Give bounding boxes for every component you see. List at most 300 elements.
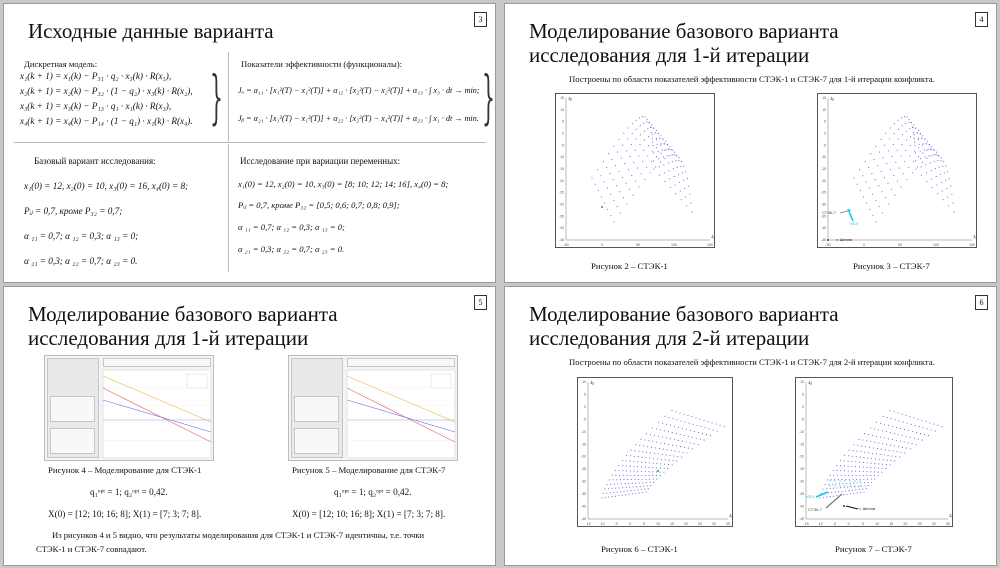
data-point [856, 451, 857, 452]
data-point [705, 427, 706, 428]
data-point [906, 117, 907, 118]
data-point [891, 418, 892, 419]
data-point [862, 489, 863, 490]
data-point [667, 144, 668, 145]
y-tick-label: -15 [821, 167, 826, 171]
data-point [920, 151, 921, 152]
system-brace: } [209, 63, 223, 131]
x-tick-label: 100 [671, 243, 677, 247]
x-tick-label: -5 [832, 522, 837, 526]
data-point [656, 428, 657, 429]
data-point [638, 155, 639, 156]
data-point [618, 495, 619, 496]
data-point [864, 482, 865, 483]
data-point [666, 424, 667, 425]
y-tick-label: -10 [559, 155, 564, 160]
data-point [648, 440, 649, 441]
data-point [668, 149, 669, 150]
data-point [861, 486, 862, 487]
data-point [894, 445, 895, 446]
data-point [650, 482, 651, 483]
data-point [644, 117, 645, 118]
data-point [902, 447, 903, 448]
x-tick-label: 150 [707, 243, 713, 247]
data-point [650, 452, 651, 453]
data-point [870, 475, 871, 476]
data-point [615, 470, 616, 471]
data-point [645, 467, 646, 468]
data-point [630, 490, 631, 491]
data-point [603, 493, 604, 494]
data-point [686, 452, 687, 453]
data-point [836, 470, 837, 471]
data-point [921, 175, 922, 176]
slide-title-line-2: исследования для 2-й итерации [529, 326, 810, 350]
x-tick-label: 5 [861, 522, 864, 526]
data-point [953, 212, 954, 213]
figure-6-plot [578, 378, 734, 528]
data-point [902, 125, 903, 126]
data-point [863, 462, 864, 463]
data-point [840, 460, 841, 461]
data-point [892, 426, 893, 427]
data-point [944, 172, 945, 173]
slide-title-line-2: исследования для 1-й итерации [529, 43, 810, 67]
data-point [926, 172, 927, 173]
data-point [852, 490, 853, 491]
data-point [865, 446, 866, 447]
data-point [910, 145, 911, 146]
x-tick-label: 30 [712, 522, 716, 526]
data-point [686, 205, 687, 206]
settings-groupbox-2 [50, 428, 95, 454]
data-point [658, 151, 659, 152]
data-point [671, 410, 672, 411]
y-tick-label: 10 [560, 107, 564, 112]
data-point [833, 488, 834, 489]
divider-vertical-bottom [228, 144, 229, 272]
data-point [878, 429, 879, 430]
data-point [638, 456, 639, 457]
data-point [851, 471, 852, 472]
data-point [885, 133, 886, 134]
data-point [651, 161, 652, 162]
data-point [598, 190, 599, 191]
data-point [838, 479, 839, 480]
data-point [842, 483, 843, 484]
data-point [851, 461, 852, 462]
data-point [633, 466, 634, 467]
data-point [906, 140, 907, 141]
data-point [853, 177, 854, 178]
data-point [930, 162, 931, 163]
data-point [678, 440, 679, 441]
y-tick-label: -40 [799, 504, 804, 509]
cyan-point [839, 480, 840, 481]
data-point [622, 177, 623, 178]
data-point [918, 139, 919, 140]
data-point [877, 165, 878, 166]
data-point [612, 488, 613, 489]
data-point [871, 479, 872, 480]
data-point [881, 191, 882, 192]
data-point [609, 479, 610, 480]
data-point [900, 186, 901, 187]
cyan-point [829, 480, 830, 481]
y-tick-label: 0 [824, 131, 826, 136]
data-point [895, 456, 896, 457]
data-point [666, 149, 667, 150]
data-point [626, 455, 627, 456]
equation-4: x₄(k + 1) = x₄(k) − P₁₄ · (1 − q₁) · x₁(k) · R(x₄). [20, 116, 193, 126]
data-point [912, 443, 913, 444]
data-point [681, 199, 682, 200]
data-point [936, 152, 937, 153]
data-point [634, 456, 635, 457]
data-point [672, 161, 673, 162]
data-point [647, 485, 648, 486]
y-tick-label: -45 [799, 517, 804, 521]
data-point [825, 484, 826, 485]
data-point [649, 457, 650, 458]
data-point [685, 171, 686, 172]
cyan-point [849, 485, 850, 486]
data-point [915, 169, 916, 170]
data-point [624, 491, 625, 492]
data-point [913, 127, 914, 128]
data-point [662, 138, 663, 139]
data-point [652, 471, 653, 472]
data-point [630, 466, 631, 467]
data-point [652, 475, 653, 476]
data-point [925, 157, 926, 158]
x-tick-label: -15 [585, 522, 591, 526]
data-point [819, 497, 820, 498]
data-point [637, 168, 638, 169]
x-tick-label: 0 [601, 243, 603, 247]
data-point [922, 153, 923, 154]
data-point [673, 418, 674, 419]
data-point [906, 436, 907, 437]
data-point [701, 426, 702, 427]
data-point [837, 487, 838, 488]
data-point [648, 136, 649, 137]
data-point [918, 138, 919, 139]
data-point [633, 471, 634, 472]
data-point [627, 490, 628, 491]
data-point [925, 421, 926, 422]
data-point [899, 168, 900, 169]
data-point [885, 197, 886, 198]
data-point [670, 187, 671, 188]
data-point [607, 209, 608, 210]
data-point [633, 461, 634, 462]
data-point [654, 435, 655, 436]
x-axis-label: Jₐ [949, 513, 953, 518]
data-point [635, 493, 636, 494]
data-point [890, 445, 891, 446]
slide-6[interactable] [504, 286, 997, 566]
slide-4[interactable] [504, 3, 997, 283]
x-tick-label: 100 [933, 243, 939, 247]
data-point [610, 215, 611, 216]
data-point [622, 487, 623, 488]
data-point [631, 479, 632, 480]
data-point [688, 186, 689, 187]
data-point [917, 419, 918, 420]
data-point [648, 488, 649, 489]
data-point [604, 488, 605, 489]
data-point [915, 152, 916, 153]
slide-title-line-1: Моделирование базового варианта [529, 302, 839, 326]
data-point [669, 146, 670, 147]
data-point [860, 482, 861, 483]
data-point [607, 484, 608, 485]
data-point [925, 164, 926, 165]
data-point [656, 479, 657, 480]
data-point [651, 124, 652, 125]
y-tick-label: 5 [584, 392, 586, 397]
y-tick-label: 0 [562, 131, 564, 136]
data-point [723, 426, 724, 427]
y-tick-label: 5 [802, 392, 804, 397]
data-point [876, 453, 877, 454]
data-point [687, 178, 688, 179]
data-point [639, 117, 640, 118]
data-point [863, 491, 864, 492]
data-point [673, 168, 674, 169]
data-point [845, 490, 846, 491]
data-point [626, 475, 627, 476]
figure-5-screenshot [288, 355, 458, 461]
figure-6-frame [577, 377, 733, 527]
data-point [669, 149, 670, 150]
data-point [681, 161, 682, 162]
data-point [879, 206, 880, 207]
data-point [894, 195, 895, 196]
data-point [668, 170, 669, 171]
data-point [865, 485, 866, 486]
data-point [628, 127, 629, 128]
data-point [656, 138, 657, 139]
data-point [636, 486, 637, 487]
data-point [906, 131, 907, 132]
equilibrium-point [601, 206, 603, 208]
data-point [859, 462, 860, 463]
data-point [674, 152, 675, 153]
data-point [629, 487, 630, 488]
data-point [636, 139, 637, 140]
data-point [874, 471, 875, 472]
data-point [887, 455, 888, 456]
data-point [884, 437, 885, 438]
data-point [851, 486, 852, 487]
data-point [841, 479, 842, 480]
x-tick-label: 0 [863, 243, 865, 247]
data-point [893, 411, 894, 412]
data-point [684, 188, 685, 189]
data-point [946, 188, 947, 189]
y-tick-label: -35 [559, 214, 564, 219]
settings-groupbox [294, 396, 339, 422]
data-point [639, 144, 640, 145]
data-point [645, 462, 646, 463]
data-point [848, 490, 849, 491]
figure-4-caption: Рисунок 4 – Моделирование для СТЭК-1 [48, 465, 202, 475]
data-point [924, 138, 925, 139]
x-tick-label: 15 [670, 522, 674, 526]
data-point [638, 479, 639, 480]
data-point [943, 161, 944, 162]
data-point [844, 465, 845, 466]
legend-box [431, 374, 451, 388]
data-point [864, 433, 865, 434]
slide-3[interactable] [3, 3, 496, 283]
data-point [878, 475, 879, 476]
data-point [827, 479, 828, 480]
y-tick-label: -45 [559, 238, 564, 242]
data-point [664, 158, 665, 159]
data-point [645, 491, 646, 492]
data-point [664, 443, 665, 444]
data-point [623, 133, 624, 134]
y-tick-label: -15 [581, 442, 586, 447]
data-point [835, 492, 836, 493]
data-point [855, 489, 856, 490]
figure-7-plot [796, 378, 954, 528]
shapley-label: т. Шепли [836, 237, 853, 242]
data-point [888, 203, 889, 204]
data-point [619, 191, 620, 192]
y-tick-label: -20 [821, 178, 826, 183]
shapley-point [827, 239, 829, 241]
data-point [696, 438, 697, 439]
figure-4-plot [103, 370, 211, 458]
data-point [872, 194, 873, 195]
data-point [603, 161, 604, 162]
data-point [940, 174, 941, 175]
data-point [622, 145, 623, 146]
figure-2-plot [556, 94, 716, 249]
data-point [918, 156, 919, 157]
data-point [860, 457, 861, 458]
data-point [867, 475, 868, 476]
data-point [892, 156, 893, 157]
data-point [908, 442, 909, 443]
cyan-point [859, 485, 860, 486]
shapley-point [843, 505, 845, 507]
data-point [929, 144, 930, 145]
data-point [618, 465, 619, 466]
data-point [633, 486, 634, 487]
data-point [591, 177, 592, 178]
data-point [915, 127, 916, 128]
data-point [842, 491, 843, 492]
figure-2-caption: Рисунок 2 – СТЭК-1 [591, 261, 668, 271]
y-tick-label: -40 [581, 504, 586, 509]
cyan-point [834, 480, 835, 481]
data-point [886, 444, 887, 445]
data-point [609, 173, 610, 174]
data-point [852, 475, 853, 476]
data-point [830, 475, 831, 476]
x-tick-label: 20 [684, 522, 688, 526]
functionals-brace: } [481, 63, 495, 131]
data-point [655, 132, 656, 133]
ush-label: УБЭ [806, 494, 814, 499]
data-point [861, 446, 862, 447]
init-right: X(0) = [12; 10; 16; 8]; X(1) = [7; 3; 7; 8]. [292, 509, 446, 519]
data-point [670, 438, 671, 439]
data-point [874, 428, 875, 429]
data-point [658, 422, 659, 423]
data-point [604, 203, 605, 204]
data-point [674, 426, 675, 427]
y-tick-label: 15 [560, 96, 564, 100]
data-point [899, 420, 900, 421]
data-point [651, 127, 652, 128]
data-point [926, 181, 927, 182]
data-point [914, 151, 915, 152]
y-tick-label: -5 [800, 417, 804, 422]
data-point [879, 152, 880, 153]
data-point [660, 442, 661, 443]
data-point [896, 451, 897, 452]
data-point [660, 429, 661, 430]
x-tick-label: 35 [946, 522, 950, 526]
data-point [664, 464, 665, 465]
data-point [606, 167, 607, 168]
data-point [677, 419, 678, 420]
slide-title-line-1: Моделирование базового варианта [529, 19, 839, 43]
data-point [678, 174, 679, 175]
data-point [624, 163, 625, 164]
data-point [882, 430, 883, 431]
data-point [676, 155, 677, 156]
x-tick-label: 10 [656, 522, 660, 526]
divider-vertical-top [228, 52, 229, 142]
data-point [918, 130, 919, 131]
data-point [638, 475, 639, 476]
data-point [660, 468, 661, 469]
divider-horizontal [14, 142, 486, 143]
x-tick-label: -10 [599, 522, 605, 526]
data-point [613, 200, 614, 201]
data-point [652, 467, 653, 468]
data-point [862, 175, 863, 176]
data-point [880, 139, 881, 140]
data-point [878, 185, 879, 186]
y-tick-label: -25 [581, 467, 586, 472]
data-point [682, 172, 683, 173]
data-point [871, 458, 872, 459]
data-point [664, 181, 665, 182]
data-point [635, 150, 636, 151]
data-point [616, 185, 617, 186]
data-point [621, 483, 622, 484]
data-point [627, 138, 628, 139]
figure-5-caption: Рисунок 5 – Моделирование для СТЭК-7 [292, 465, 446, 475]
slide-5[interactable] [3, 286, 496, 566]
data-point [937, 160, 938, 161]
data-point [617, 152, 618, 153]
data-point [882, 443, 883, 444]
data-point [833, 470, 834, 471]
data-point [619, 475, 620, 476]
data-point [653, 458, 654, 459]
data-point [870, 153, 871, 154]
data-point [930, 170, 931, 171]
